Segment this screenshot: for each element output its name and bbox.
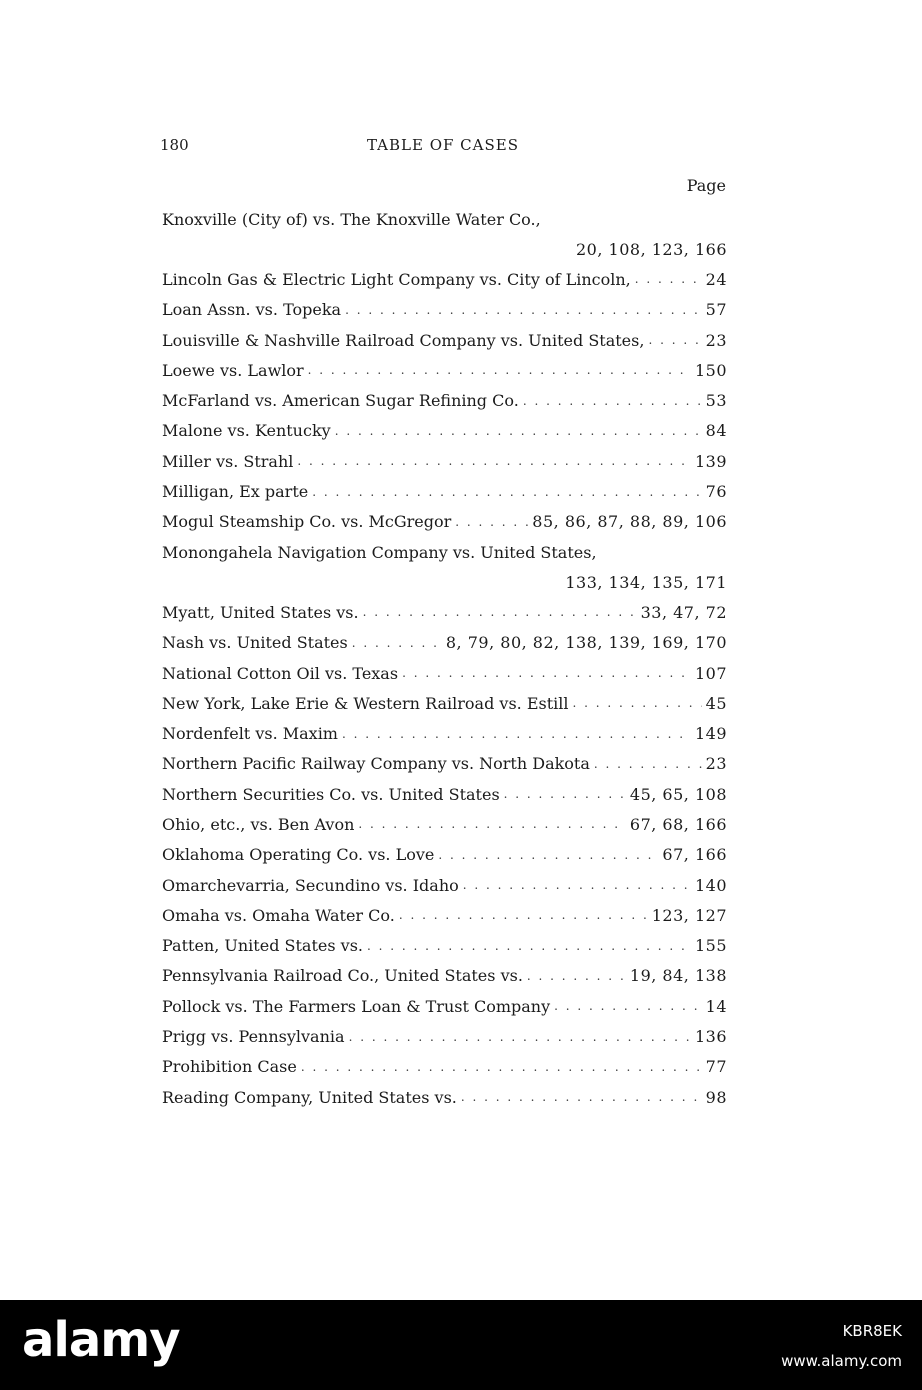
case-entry-continuation bbox=[162, 567, 727, 597]
leader-dots bbox=[463, 878, 691, 892]
leader-dots bbox=[523, 394, 702, 408]
leader-dots bbox=[527, 969, 626, 983]
case-name: Milligan, Ex parte bbox=[162, 482, 309, 502]
case-entry bbox=[162, 507, 727, 537]
case-entry bbox=[162, 1021, 727, 1051]
case-entry bbox=[162, 900, 727, 930]
case-name: Louisville & Nashville Railroad Company vs. United States, bbox=[162, 330, 645, 350]
case-name: Omarchevarria, Secundino vs. Idaho bbox=[162, 875, 459, 895]
leader-dots bbox=[342, 727, 691, 741]
leader-dots bbox=[438, 848, 658, 862]
case-entry bbox=[162, 476, 727, 506]
case-name: Myatt, United States vs. bbox=[162, 602, 359, 622]
case-pages: 8, 79, 80, 82, 138, 139, 169, 170 bbox=[445, 633, 727, 653]
case-pages: 133, 134, 135, 171 bbox=[565, 572, 727, 592]
case-entry bbox=[162, 840, 727, 870]
case-name: Prigg vs. Pennsylvania bbox=[162, 1027, 345, 1047]
case-entry bbox=[162, 628, 727, 658]
case-pages: 19, 84, 138 bbox=[629, 966, 727, 986]
leader-dots bbox=[352, 636, 442, 650]
case-pages: 57 bbox=[705, 300, 727, 320]
leader-dots bbox=[635, 272, 702, 286]
leader-dots bbox=[363, 605, 637, 619]
case-name: Prohibition Case bbox=[162, 1057, 297, 1077]
case-entry bbox=[162, 688, 727, 718]
leader-dots bbox=[308, 363, 691, 377]
case-pages: 84 bbox=[705, 421, 727, 441]
leader-dots bbox=[461, 1090, 702, 1104]
case-pages: 107 bbox=[694, 663, 727, 683]
case-name: Oklahoma Operating Co. vs. Love bbox=[162, 845, 435, 865]
leader-dots bbox=[573, 696, 702, 710]
page-number: 180 bbox=[160, 136, 189, 154]
case-pages: 155 bbox=[694, 936, 727, 956]
case-pages: 136 bbox=[694, 1027, 727, 1047]
case-name: Mogul Steamship Co. vs. McGregor bbox=[162, 512, 452, 532]
case-entry bbox=[162, 779, 727, 809]
case-name: Malone vs. Kentucky bbox=[162, 421, 331, 441]
case-entry bbox=[162, 931, 727, 961]
leader-dots bbox=[399, 908, 648, 922]
case-name: Omaha vs. Omaha Water Co. bbox=[162, 905, 395, 925]
case-pages: 150 bbox=[694, 360, 727, 380]
case-pages: 67, 68, 166 bbox=[629, 814, 727, 834]
leader-dots bbox=[312, 485, 701, 499]
case-list bbox=[162, 204, 727, 1112]
image-id: KBR8EK bbox=[842, 1322, 902, 1340]
leader-dots bbox=[297, 454, 691, 468]
case-entry bbox=[162, 870, 727, 900]
leader-dots bbox=[345, 303, 702, 317]
case-pages: 20, 108, 123, 166 bbox=[576, 239, 727, 259]
case-name: Knoxville (City of) vs. The Knoxville Water Co., bbox=[162, 209, 541, 229]
case-pages: 98 bbox=[705, 1087, 727, 1107]
case-pages: 140 bbox=[694, 875, 727, 895]
case-entry bbox=[162, 204, 727, 234]
case-entry bbox=[162, 325, 727, 355]
case-entry bbox=[162, 537, 727, 567]
case-entry bbox=[162, 264, 727, 294]
case-pages: 23 bbox=[705, 330, 727, 350]
watermark-footer bbox=[0, 1300, 922, 1390]
case-name: Ohio, etc., vs. Ben Avon bbox=[162, 814, 355, 834]
leader-dots bbox=[349, 1030, 691, 1044]
case-entry bbox=[162, 718, 727, 748]
leader-dots bbox=[402, 666, 691, 680]
case-entry bbox=[162, 385, 727, 415]
case-entry bbox=[162, 1052, 727, 1082]
case-pages: 45, 65, 108 bbox=[629, 784, 727, 804]
case-entry bbox=[162, 961, 727, 991]
case-name: Monongahela Navigation Company vs. United States, bbox=[162, 542, 597, 562]
case-pages: 24 bbox=[705, 269, 727, 289]
case-name: Loan Assn. vs. Topeka bbox=[162, 300, 342, 320]
case-entry bbox=[162, 355, 727, 385]
case-pages: 23 bbox=[705, 754, 727, 774]
case-name: Northern Securities Co. vs. United States bbox=[162, 784, 500, 804]
brand-logo: alamy bbox=[22, 1312, 180, 1368]
case-pages: 14 bbox=[705, 996, 727, 1016]
leader-dots bbox=[367, 939, 691, 953]
case-entry bbox=[162, 809, 727, 839]
case-name: Loewe vs. Lawlor bbox=[162, 360, 304, 380]
case-pages: 53 bbox=[705, 391, 727, 411]
site-url: www.alamy.com bbox=[781, 1352, 902, 1370]
case-name: Pollock vs. The Farmers Loan & Trust Company bbox=[162, 996, 551, 1016]
case-name: Nash vs. United States bbox=[162, 633, 348, 653]
case-entry bbox=[162, 416, 727, 446]
leader-dots bbox=[594, 757, 702, 771]
leader-dots bbox=[455, 515, 528, 529]
case-entry bbox=[162, 446, 727, 476]
case-name: Pennsylvania Railroad Co., United States vs. bbox=[162, 966, 523, 986]
leader-dots bbox=[648, 333, 701, 347]
case-name: Northern Pacific Railway Company vs. North Dakota bbox=[162, 754, 590, 774]
case-pages: 45 bbox=[705, 693, 727, 713]
page-header bbox=[160, 136, 726, 158]
case-name: Patten, United States vs. bbox=[162, 936, 363, 956]
case-entry bbox=[162, 1082, 727, 1112]
case-pages: 149 bbox=[694, 724, 727, 744]
case-entry bbox=[162, 991, 727, 1021]
case-pages: 85, 86, 87, 88, 89, 106 bbox=[532, 512, 727, 532]
case-entry-continuation bbox=[162, 234, 727, 264]
case-pages: 139 bbox=[694, 451, 727, 471]
case-pages: 33, 47, 72 bbox=[640, 602, 727, 622]
case-name: Lincoln Gas & Electric Light Company vs. City of Lincoln, bbox=[162, 269, 631, 289]
case-pages: 67, 166 bbox=[662, 845, 727, 865]
case-entry bbox=[162, 749, 727, 779]
case-name: McFarland vs. American Sugar Refining Co. bbox=[162, 391, 519, 411]
case-pages: 76 bbox=[705, 482, 727, 502]
leader-dots bbox=[335, 424, 702, 438]
page-column-label: Page bbox=[686, 176, 726, 195]
case-name: Nordenfelt vs. Maxim bbox=[162, 724, 338, 744]
case-pages: 77 bbox=[705, 1057, 727, 1077]
leader-dots bbox=[358, 817, 626, 831]
case-name: New York, Lake Erie & Western Railroad vs. Estill bbox=[162, 693, 569, 713]
running-title: TABLE OF CASES bbox=[366, 136, 519, 154]
case-pages: 123, 127 bbox=[651, 905, 727, 925]
leader-dots bbox=[554, 999, 702, 1013]
case-name: National Cotton Oil vs. Texas bbox=[162, 663, 399, 683]
case-entry bbox=[162, 658, 727, 688]
case-name: Miller vs. Strahl bbox=[162, 451, 294, 471]
case-entry bbox=[162, 295, 727, 325]
case-name: Reading Company, United States vs. bbox=[162, 1087, 457, 1107]
leader-dots bbox=[504, 787, 626, 801]
case-entry bbox=[162, 597, 727, 627]
leader-dots bbox=[301, 1060, 702, 1074]
